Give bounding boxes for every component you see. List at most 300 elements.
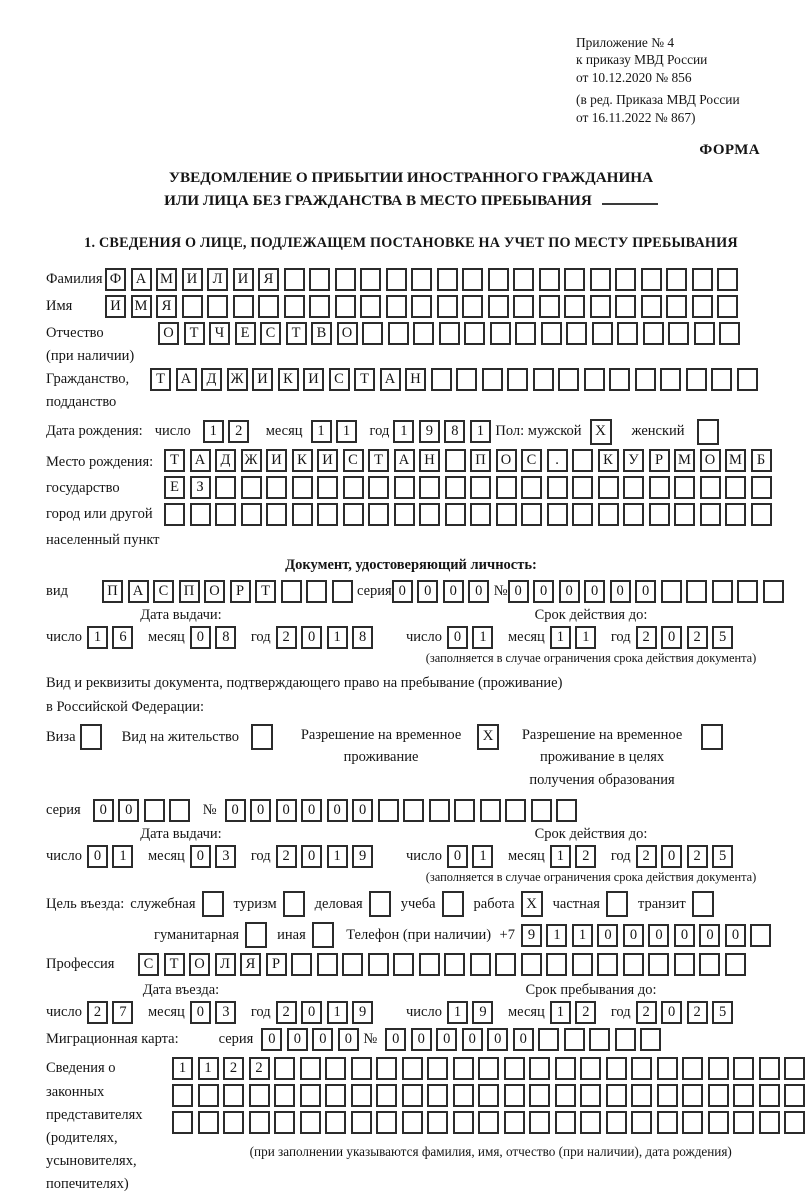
- char-box: [555, 1084, 576, 1107]
- char-box: [169, 799, 190, 822]
- char-box: 0: [443, 580, 464, 603]
- char-box: [635, 368, 656, 391]
- char-box: 0: [338, 1028, 359, 1051]
- birthplace-row3-boxes: [164, 503, 776, 526]
- char-box: [737, 580, 758, 603]
- legal-reps-note: (при заполнении указываются фамилия, имя, отчество (при наличии), дата рождения): [249, 1144, 732, 1160]
- char-box: [513, 268, 534, 291]
- char-box: [566, 322, 587, 345]
- char-box: [759, 1057, 780, 1080]
- purpose-option-label: деловая: [314, 895, 363, 912]
- char-box: [249, 1111, 270, 1134]
- char-box: 1: [198, 1057, 219, 1080]
- char-box: [335, 295, 356, 318]
- char-box: [488, 268, 509, 291]
- char-box: [686, 368, 707, 391]
- char-box: 0: [610, 580, 631, 603]
- purpose-transit-checkbox: [692, 891, 714, 917]
- char-box: Р: [230, 580, 251, 603]
- char-box: [190, 503, 211, 526]
- char-box: 0: [487, 1028, 508, 1051]
- char-box: 0: [468, 580, 489, 603]
- char-box: [564, 1028, 585, 1051]
- legal-reps-label-line: законных: [46, 1083, 105, 1100]
- purpose-option-label: учеба: [400, 895, 436, 912]
- year-label: год: [369, 423, 390, 440]
- citizenship-sublabel: подданство: [46, 393, 117, 410]
- char-box: [763, 580, 784, 603]
- gender-male-checkbox: X: [590, 419, 612, 445]
- char-box: А: [380, 368, 401, 391]
- residence-seriya-boxes: [93, 799, 195, 822]
- char-box: [335, 268, 356, 291]
- char-box: [351, 1084, 372, 1107]
- char-box: И: [182, 268, 203, 291]
- char-box: 0: [648, 924, 669, 947]
- char-box: [556, 799, 577, 822]
- purpose-row1: [46, 891, 776, 917]
- profession-row: [46, 953, 776, 976]
- char-box: [784, 1084, 805, 1107]
- char-box: [317, 953, 338, 976]
- valid-year-boxes: [636, 626, 738, 649]
- residence-valid-line: число 0 1 месяц 1 2 год 2 0 2 5: [406, 845, 776, 868]
- char-box: Т: [150, 368, 171, 391]
- char-box: [682, 1057, 703, 1080]
- char-box: [403, 799, 424, 822]
- char-box: 0: [301, 845, 322, 868]
- legal-reps-box-rows: [172, 1057, 810, 1196]
- char-box: 2: [636, 626, 657, 649]
- char-box: [445, 449, 466, 472]
- char-box: 2: [687, 845, 708, 868]
- char-box: [419, 476, 440, 499]
- char-box: 0: [508, 580, 529, 603]
- patronymic-sublabel: (при наличии): [46, 347, 135, 364]
- issue-date-heading: Дата выдачи:: [140, 826, 222, 843]
- char-box: [429, 799, 450, 822]
- patronymic-boxes: [158, 322, 745, 345]
- char-box: 1: [393, 420, 414, 443]
- doc-seriya-boxes: [392, 580, 494, 603]
- char-box: 1: [311, 420, 332, 443]
- legal-header: [576, 34, 776, 126]
- option-temp-residence-education-label: Разрешение на временное проживание в целях получения образования: [521, 726, 683, 788]
- char-box: [172, 1111, 193, 1134]
- legal-reps-label-line: представителях: [46, 1106, 143, 1123]
- char-box: [207, 295, 228, 318]
- purpose-other-checkbox: [312, 922, 334, 948]
- char-box: 2: [687, 1001, 708, 1024]
- char-box: [546, 953, 567, 976]
- char-box: [144, 799, 165, 822]
- char-box: [572, 503, 593, 526]
- residence-issue-line: число 0 1 месяц 0 3 год 2 0 1 9: [46, 845, 406, 868]
- char-box: [700, 476, 721, 499]
- char-box: [661, 580, 682, 603]
- char-box: [649, 476, 670, 499]
- char-box: 3: [215, 1001, 236, 1024]
- number-label: №: [202, 802, 217, 819]
- char-box: 2: [276, 845, 297, 868]
- option-residence-permit-label: Вид на жительство: [121, 728, 240, 745]
- char-box: [657, 1057, 678, 1080]
- char-box: 2: [276, 1001, 297, 1024]
- char-box: 3: [215, 845, 236, 868]
- char-box: [719, 322, 740, 345]
- char-box: [445, 503, 466, 526]
- char-box: 1: [327, 1001, 348, 1024]
- identity-dates: [46, 607, 776, 666]
- char-box: [402, 1111, 423, 1134]
- purpose-study-checkbox: [442, 891, 464, 917]
- char-box: [198, 1084, 219, 1107]
- char-box: [215, 476, 236, 499]
- citizenship-boxes: [150, 368, 762, 391]
- char-box: [657, 1084, 678, 1107]
- char-box: 0: [436, 1028, 457, 1051]
- patronymic-label: Отчество: [46, 324, 104, 341]
- char-box: [541, 322, 562, 345]
- firstname-row: [46, 295, 776, 318]
- validity-note: (заполняется в случае ограничения срока действия документа): [425, 651, 757, 666]
- citizenship-row: [46, 368, 776, 391]
- char-box: 0: [661, 1001, 682, 1024]
- char-box: [309, 268, 330, 291]
- legal-reps-block: [46, 1057, 776, 1196]
- char-box: [480, 799, 501, 822]
- char-box: Ч: [209, 322, 230, 345]
- char-box: [592, 322, 613, 345]
- char-box: 8: [352, 626, 373, 649]
- char-box: [490, 322, 511, 345]
- char-box: [402, 1057, 423, 1080]
- char-box: Я: [156, 295, 177, 318]
- char-box: О: [496, 449, 517, 472]
- char-box: [378, 799, 399, 822]
- legal-reps-label-line: попечителях): [46, 1176, 129, 1193]
- char-box: Ф: [105, 268, 126, 291]
- char-box: [609, 368, 630, 391]
- char-box: Т: [255, 580, 276, 603]
- char-box: [368, 503, 389, 526]
- surname-label: Фамилия: [46, 270, 103, 287]
- char-box: [717, 268, 738, 291]
- char-box: [300, 1111, 321, 1134]
- char-box: [547, 476, 568, 499]
- legal-reps-row3-boxes: [172, 1111, 810, 1134]
- char-box: [598, 476, 619, 499]
- char-box: [488, 295, 509, 318]
- char-box: [598, 503, 619, 526]
- migration-number-boxes: [385, 1028, 666, 1051]
- char-box: 0: [352, 799, 373, 822]
- residence-intro: [46, 672, 776, 720]
- stay-until-col: [406, 982, 776, 1024]
- char-box: 1: [447, 1001, 468, 1024]
- char-box: [439, 322, 460, 345]
- char-box: 1: [550, 1001, 571, 1024]
- migration-card-row: [46, 1028, 776, 1051]
- residence-issue-month-boxes: [190, 845, 241, 868]
- option-temp-residence: [293, 724, 499, 769]
- char-box: [784, 1057, 805, 1080]
- char-box: 5: [712, 626, 733, 649]
- section1-heading: 1. СВЕДЕНИЯ О ЛИЦЕ, ПОДЛЕЖАЩЕМ ПОСТАНОВКЕ НА УЧЕТ ПО МЕСТУ ПРЕБЫВАНИЯ: [84, 234, 738, 251]
- char-box: [572, 953, 593, 976]
- char-box: [342, 953, 363, 976]
- appendix-line: от 10.12.2020 № 856: [576, 69, 692, 85]
- char-box: [531, 799, 552, 822]
- seriya-label: серия: [46, 802, 81, 819]
- char-box: [623, 476, 644, 499]
- char-box: [606, 1084, 627, 1107]
- char-box: [215, 503, 236, 526]
- char-box: [733, 1084, 754, 1107]
- appendix-line: к приказу МВД России: [576, 52, 708, 68]
- char-box: [617, 322, 638, 345]
- char-box: [513, 295, 534, 318]
- char-box: И: [303, 368, 324, 391]
- char-box: О: [158, 322, 179, 345]
- purpose-option-label: иная: [277, 926, 306, 943]
- phone-label: Телефон (при наличии): [346, 926, 492, 943]
- char-box: [657, 1111, 678, 1134]
- birthplace-sublabel-3: населенный пункт: [46, 531, 160, 548]
- char-box: 0: [661, 845, 682, 868]
- char-box: 0: [447, 845, 468, 868]
- char-box: [717, 295, 738, 318]
- option-visa: [46, 724, 102, 750]
- month-label: месяц: [265, 423, 303, 440]
- valid-month-boxes: [550, 626, 601, 649]
- stay-until-heading: Срок пребывания до:: [525, 982, 657, 999]
- char-box: 0: [301, 799, 322, 822]
- issue-day-boxes: [87, 626, 138, 649]
- char-box: П: [470, 449, 491, 472]
- char-box: [674, 476, 695, 499]
- char-box: [411, 295, 432, 318]
- char-box: [555, 1111, 576, 1134]
- char-box: 8: [444, 420, 465, 443]
- char-box: [456, 368, 477, 391]
- char-box: 9: [419, 420, 440, 443]
- option-temp-residence-checkbox: X: [477, 724, 499, 750]
- char-box: Л: [215, 953, 236, 976]
- char-box: 9: [521, 924, 542, 947]
- char-box: [759, 1111, 780, 1134]
- purpose-humanitarian-checkbox: [245, 922, 267, 948]
- purpose-option-label: туризм: [233, 895, 277, 912]
- char-box: [547, 503, 568, 526]
- char-box: [584, 368, 605, 391]
- char-box: [631, 1084, 652, 1107]
- char-box: [427, 1057, 448, 1080]
- char-box: [411, 268, 432, 291]
- char-box: 0: [118, 799, 139, 822]
- form-title-line1: УВЕДОМЛЕНИЕ О ПРИБЫТИИ ИНОСТРАННОГО ГРАЖДАНИНА: [168, 169, 654, 187]
- char-box: [538, 1028, 559, 1051]
- char-box: [376, 1057, 397, 1080]
- purpose-work-checkbox: X: [521, 891, 543, 917]
- birthdate-label: Дата рождения:: [46, 423, 143, 440]
- char-box: С: [521, 449, 542, 472]
- char-box: [462, 268, 483, 291]
- purpose-business-checkbox: [202, 891, 224, 917]
- char-box: 0: [261, 1028, 282, 1051]
- char-box: [708, 1084, 729, 1107]
- char-box: [668, 322, 689, 345]
- birthplace-sublabel-2: город или другой: [46, 505, 153, 522]
- char-box: [580, 1057, 601, 1080]
- char-box: [555, 1057, 576, 1080]
- entry-day-boxes: [87, 1001, 138, 1024]
- char-box: 0: [93, 799, 114, 822]
- residence-issue-day-boxes: [87, 845, 138, 868]
- char-box: [394, 476, 415, 499]
- purpose-option-label: частная: [552, 895, 600, 912]
- surname-row: [46, 268, 776, 291]
- char-box: [258, 295, 279, 318]
- char-box: [368, 953, 389, 976]
- birthplace-row1-boxes: [164, 449, 776, 472]
- stay-year-boxes: [636, 1001, 738, 1024]
- char-box: 0: [597, 924, 618, 947]
- char-box: [317, 476, 338, 499]
- char-box: [437, 295, 458, 318]
- char-box: [284, 268, 305, 291]
- gender-female-label: женский: [631, 423, 685, 440]
- char-box: 2: [228, 420, 249, 443]
- legal-reps-labels: [46, 1057, 172, 1196]
- char-box: [649, 503, 670, 526]
- title-blank-line: [602, 191, 658, 205]
- char-box: [164, 503, 185, 526]
- char-box: [360, 268, 381, 291]
- char-box: Д: [215, 449, 236, 472]
- char-box: 2: [249, 1057, 270, 1080]
- char-box: [572, 449, 593, 472]
- char-box: [386, 268, 407, 291]
- char-box: [725, 503, 746, 526]
- migration-seriya-boxes: [261, 1028, 363, 1051]
- char-box: [674, 953, 695, 976]
- char-box: [660, 368, 681, 391]
- char-box: [496, 503, 517, 526]
- char-box: [521, 953, 542, 976]
- char-box: Т: [164, 449, 185, 472]
- char-box: У: [623, 449, 644, 472]
- entry-date-line: число 2 7 месяц 0 3 год 2 0 1 9: [46, 1001, 406, 1024]
- char-box: [623, 953, 644, 976]
- char-box: [759, 1084, 780, 1107]
- char-box: [733, 1111, 754, 1134]
- char-box: 2: [276, 626, 297, 649]
- char-box: [464, 322, 485, 345]
- char-box: [274, 1057, 295, 1080]
- option-visa-checkbox: [80, 724, 102, 750]
- revision-line: (в ред. Приказа МВД России: [576, 92, 740, 108]
- firstname-label: Имя: [46, 297, 73, 314]
- char-box: 7: [112, 1001, 133, 1024]
- char-box: 0: [584, 580, 605, 603]
- char-box: Б: [751, 449, 772, 472]
- entry-date-col: [46, 982, 406, 1024]
- char-box: С: [329, 368, 350, 391]
- char-box: 0: [385, 1028, 406, 1051]
- validity-note: (заполняется в случае ограничения срока действия документа): [425, 870, 757, 885]
- char-box: [529, 1111, 550, 1134]
- char-box: [445, 476, 466, 499]
- gender-female-checkbox: [697, 419, 719, 445]
- char-box: [504, 1057, 525, 1080]
- birthplace-sublabel-1: государство: [46, 479, 120, 496]
- residence-valid-day-boxes: [447, 845, 498, 868]
- char-box: И: [266, 449, 287, 472]
- char-box: [462, 295, 483, 318]
- identity-issue-line: число 1 6 месяц 0 8 год 2 0 1 8: [46, 626, 406, 649]
- char-box: Е: [164, 476, 185, 499]
- char-box: 5: [712, 845, 733, 868]
- patronymic-row: [46, 322, 776, 345]
- birthplace-box-rows: [164, 449, 776, 553]
- char-box: 1: [203, 420, 224, 443]
- char-box: М: [156, 268, 177, 291]
- purpose-private-checkbox: [606, 891, 628, 917]
- form-title: [46, 167, 776, 213]
- char-box: М: [131, 295, 152, 318]
- char-box: [615, 268, 636, 291]
- residence-number-boxes: [225, 799, 582, 822]
- char-box: [750, 924, 771, 947]
- char-box: О: [700, 449, 721, 472]
- char-box: [751, 476, 772, 499]
- char-box: [182, 295, 203, 318]
- char-box: [694, 322, 715, 345]
- char-box: [300, 1084, 321, 1107]
- char-box: [437, 268, 458, 291]
- char-box: [751, 503, 772, 526]
- char-box: [317, 503, 338, 526]
- char-box: 1: [550, 626, 571, 649]
- char-box: Т: [286, 322, 307, 345]
- birthdate-row: [46, 419, 776, 445]
- char-box: [725, 953, 746, 976]
- char-box: [249, 1084, 270, 1107]
- firstname-boxes: [105, 295, 743, 318]
- char-box: [325, 1111, 346, 1134]
- char-box: [300, 1057, 321, 1080]
- char-box: Я: [240, 953, 261, 976]
- char-box: 1: [336, 420, 357, 443]
- char-box: [712, 580, 733, 603]
- seriya-label: серия: [357, 583, 392, 600]
- char-box: [325, 1084, 346, 1107]
- residence-intro-line2: в Российской Федерации:: [46, 699, 205, 715]
- char-box: Л: [207, 268, 228, 291]
- char-box: 1: [550, 845, 571, 868]
- profession-boxes: [138, 953, 750, 976]
- char-box: К: [278, 368, 299, 391]
- char-box: [470, 503, 491, 526]
- char-box: 1: [87, 626, 108, 649]
- char-box: [453, 1084, 474, 1107]
- char-box: [496, 476, 517, 499]
- char-box: [360, 295, 381, 318]
- char-box: П: [102, 580, 123, 603]
- char-box: [692, 268, 713, 291]
- char-box: [233, 295, 254, 318]
